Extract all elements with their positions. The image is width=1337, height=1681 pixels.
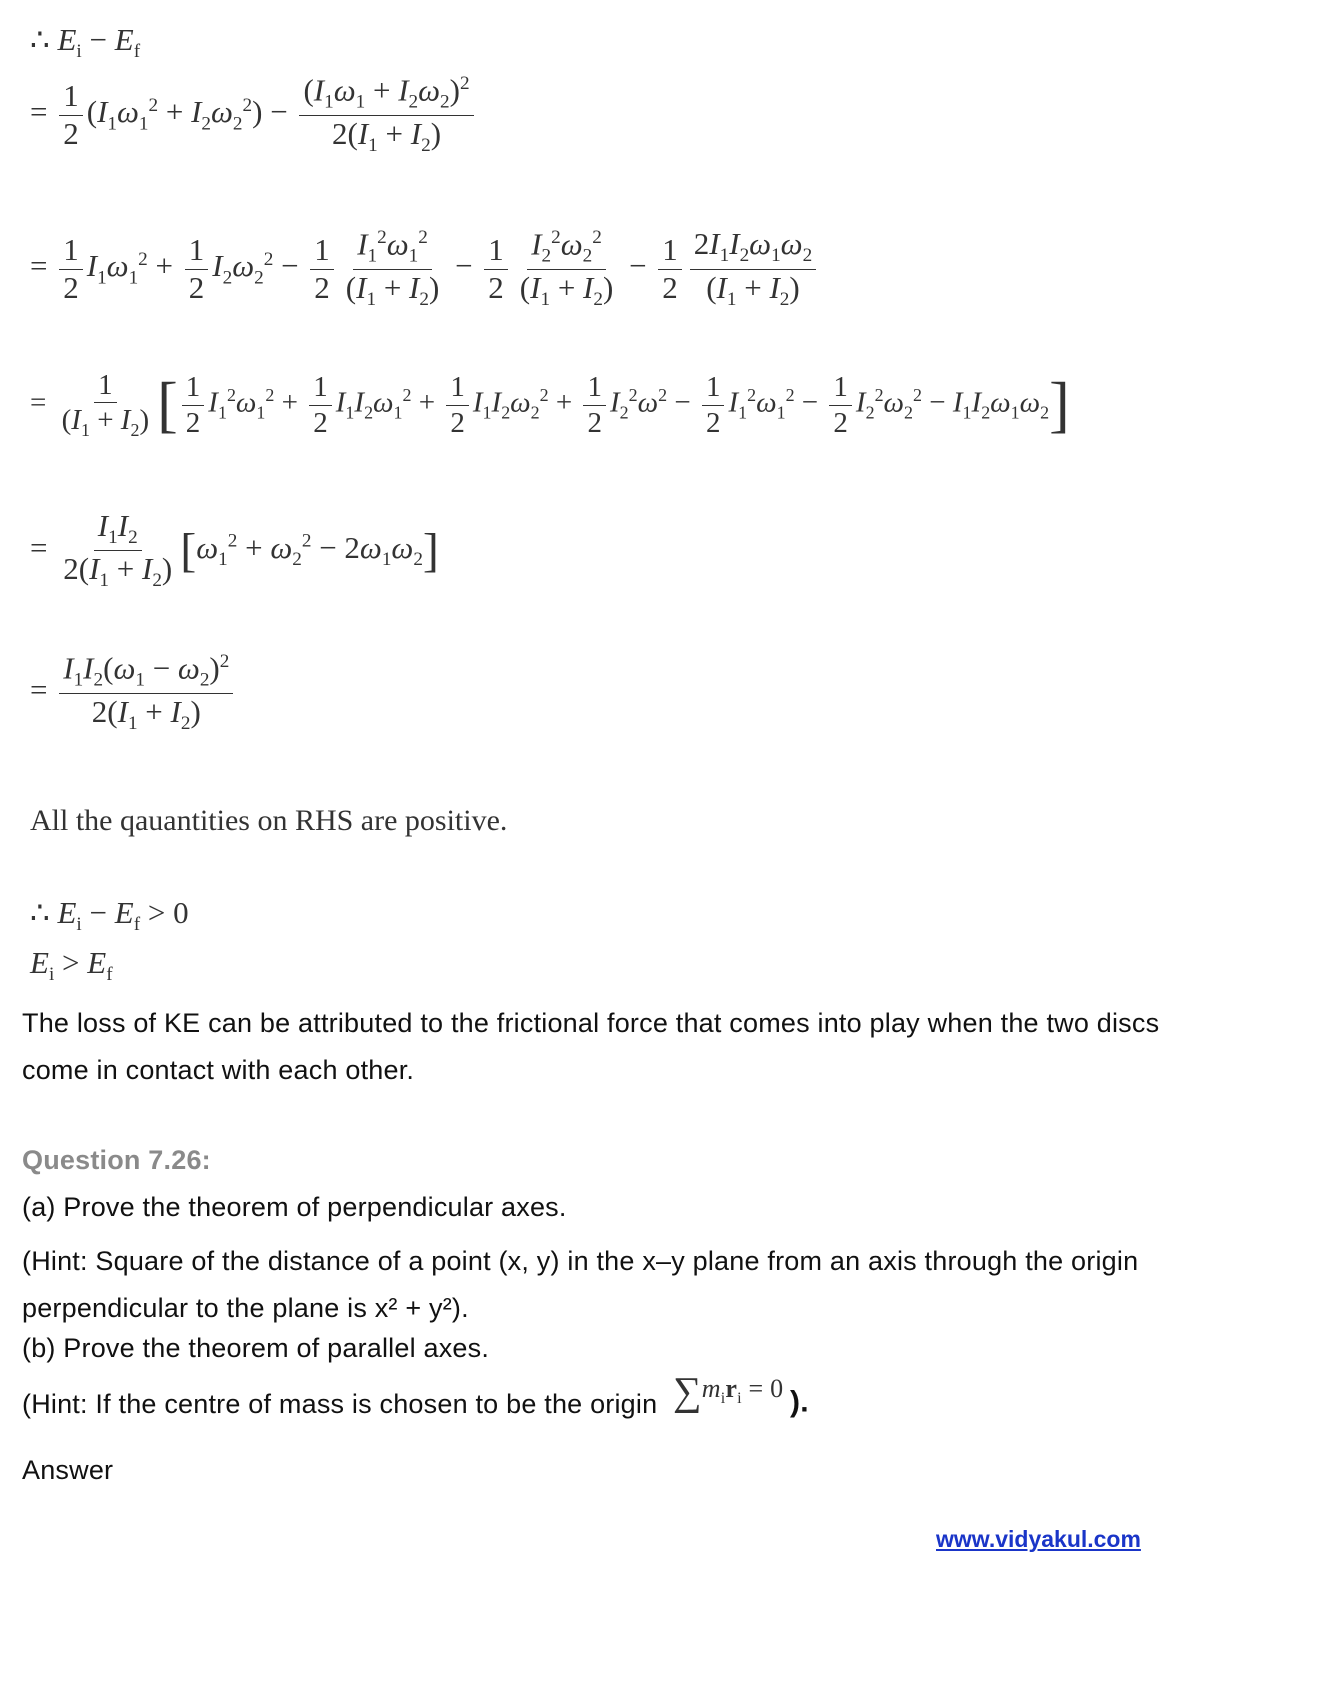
footer-website-link[interactable]: www.vidyakul.com xyxy=(936,1526,1141,1552)
hint-b-close: ). xyxy=(790,1385,809,1419)
equation-line-7: $E_i > E_f$ xyxy=(30,945,113,986)
equation-line-4: = $\frac{I_1I_2}{2(I_1 + I_2)}$ $[\omega_1^2 + \omega_2^2 - 2\omega_1\omega_2]$ xyxy=(30,508,439,592)
question-part-a: (a) Prove the theorem of perpendicular axes. xyxy=(22,1192,567,1222)
equation-line-1: = $\frac{1}{2}$ $(I_1\omega_1^2 + I_2\omega_2^2)$ − $\frac{(I_1\omega_1 + I_2\omega_2)^2}{2(I_1 + I_2)}$ xyxy=(30,74,478,156)
equation-line-0: ∴ $E_i - E_f$ xyxy=(30,22,141,63)
question-part-b: (b) Prove the theorem of parallel axes. xyxy=(22,1333,490,1363)
equation-line-5: = $\frac{I_1I_2(\omega_1 - \omega_2)^2}{2(I_1 + I_2)}$ xyxy=(30,652,237,734)
explanation-text: The loss of KE can be attributed to the frictional force that comes into play when the two discs come in contact with each other. xyxy=(22,1008,1160,1085)
answer-label: Answer xyxy=(22,1455,114,1485)
equation-line-3: = $\frac{1}{(I_1 + I_2)}$ [ $\frac{1}{2}$ $I_1^2\omega_1^2$ + $\frac{1}{2}$ $I_1I_2\omega_1^2$ + $\frac{1}{2}$ $I_1I_2\omega_2^2$ + $\frac{1}{2}$ $I_2^2\omega^2$ − $\frac{1}{2}$ $I_1^2\omega_1^2$ − $\frac{1}{2}$ $I_2^2\omega_2^2 - I_1I_2\omega_1\omega_2$] xyxy=(30,369,1070,441)
hint-b-formula: $\sum m_ir_i = 0$ xyxy=(673,1369,791,1414)
question-heading: Question 7.26: xyxy=(22,1145,211,1175)
question-hint-a: (Hint: Square of the distance of a point (x, y) in the x–y plane from an axis through the origin perpendicular to the plane is x² + y²). xyxy=(22,1246,1139,1323)
equation-line-2: = $\frac{1}{2}$ $I_1\omega_1^2$ + $\frac{1}{2}$ $I_2\omega_2^2$ − $\frac{1}{2}$ $\frac{I_1^2\omega_1^2}{(I_1 + I_2)}$ − $\frac{1}{2}$ $\frac{I_2^2\omega_2^2}{(I_1 + I_2)}$ − $\frac{1}{2}$ $\frac{2I_1I_2\omega_1\omega_2}{(I_1 + I_2)}$ xyxy=(30,228,820,310)
statement-text: All the qauantities on RHS are positive. xyxy=(30,804,508,837)
hint-b-text: (Hint: If the centre of mass is chosen to be the origin xyxy=(22,1388,658,1419)
equation-line-6: ∴ $E_i - E_f > 0$ xyxy=(30,895,189,936)
question-hint-b xyxy=(22,1369,809,1429)
